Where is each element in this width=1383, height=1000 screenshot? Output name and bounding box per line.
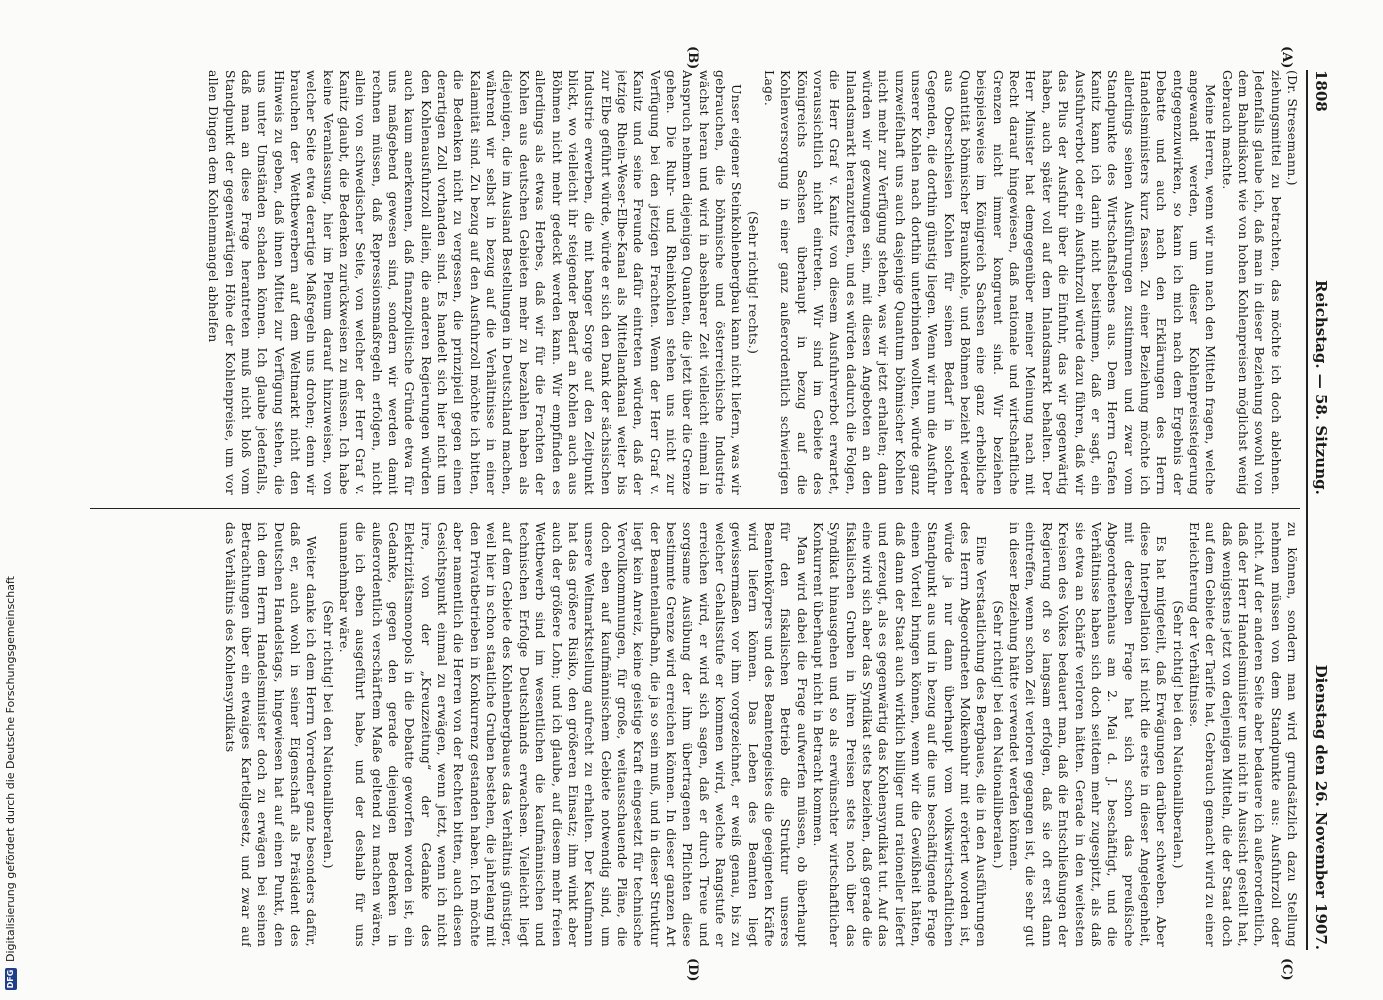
margin-marker-d: (D) bbox=[685, 958, 700, 982]
interjection: (Sehr richtig! bei den Nationalliberalen.) bbox=[1170, 600, 1186, 869]
paragraph: zu können, sondern man wird grundsätzlich dazu Stellung nehmen müssen von dem Standpunkte aus: Ausfuhrzoll oder nicht. Auf der anderen Seite aber bedauere ich außerordentlich, daß der Herr Handelsminister uns nicht in Aussicht gestellt hat, daß wenigstens jetzt von denjenigen Mitteln, die der Staat doch auf dem Gebiete der Tarife hat, Gebrauch gemacht wird zu einer Erleichterung der Verhältnisse. bbox=[1186, 522, 1300, 947]
page-number: 1808 bbox=[1312, 70, 1330, 112]
interjection: (Sehr richtig! bei den Nationalliberalen.) bbox=[320, 600, 336, 869]
right-text-column bbox=[90, 522, 1300, 947]
paragraph: ziehungsmittel zu betrachten, das möchte ich doch ablehnen. Jedenfalls glaube ich, daß man in dieser Beziehung sowohl von dem Bahndiskont wie von hohen Kohlenpreisen möglichst wenig Gebrauch machte. bbox=[1219, 70, 1284, 495]
interjection: (Sehr richtig! bei den Nationalliberalen.) bbox=[990, 600, 1006, 869]
paragraph: Weiter danke ich dem Herrn Vorredner ganz besonders dafür, daß er, auch wohl in seiner Eigenschaft als Präsident des Deutschen Handelstags, hingewiesen hat auf einen Punkt, den ich dem Herrn Handelsminister doch zu erwägen bei seinen Betrachtungen über ein etwaiges Kartellgesetz, und zwar auf das Verhältnis des Kohlensyndikats bbox=[222, 522, 320, 947]
rotated-page-content bbox=[85, 46, 1330, 982]
paragraph: Unser eigener Steinkohlenbergbau kann nicht liefern, was wir gebrauchen, die böhmische und österreichische Industrie wächst heran und wird in absehbarer Zeit vielleicht einmal in Anspruch nehmen diejenigen Quanten, die jetzt über die Grenze gehen. Die Ruhr- und Rheinkohlen stehen uns nicht zur Verfügung bei den jetzigen Frachten. Wenn der Herr Graf v. Kanitz und seine Freunde dafür eintreten würden, daß der jetzige Rhein-Weser-Elbe-Kanal als Mittellandkanal weiter bis zur Elbe geführt würde, würde er sich den Dank der sächsischen Industrie erwerben, die mit banger Sorge auf den Zeitpunkt blickt, wo vielleicht ihr steigender Bedarf an Kohlen auch aus Böhmen nicht mehr gedeckt werden kann. Wir empfinden es allerdings als etwas Herbes, daß wir für die Frachten der Kohlen aus deutschen Gebieten mehr zu bezahlen haben als diejenigen, die im Ausland Bestellungen in Deutschland machen, während wir selbst in bezug auf die Verhältnisse in einer Kalamität sind. Zu bezug auf den Ausfuhrzoll möchte ich bitten, die Bedenken nicht zu vergessen, die prinzipiell gegen einen derartigen Zoll vorhanden sind. Es handelt sich hier nicht um den Kohlenausfuhrzoll allein, die anderen Regierungen würden auch kaum anerkennen, daß finanzpolitische Gründe etwa für uns maßgebend gewesen sind, sondern wir werden damit rechnen müssen, daß Repressionsmaßregeln erfolgen, nicht allein von schwedischer Seite, von welcher der Herr Graf v. Kanitz glaubt, die Bedenken zurückweisen zu müssen. Ich habe keine Veranlassung, hier im Plenum darauf hinzuweisen, von welcher Seite etwa derartige Maßregeln uns drohen; denn wir brauchen der Wettbewerbern auf dem Weltmarkt nicht den Hinweis zu geben, daß ihnen Mittel zur Verfügung stehen, die uns unter Umständen schaden können. Ich glaube jedenfalls, daß man an diese Frage herantreten muß nicht bloß vom Standpunkt der gegenwärtigen Höhe der Kohlenpreise, um vor allen Dingen dem Kohlenmangel abhelfen bbox=[206, 70, 745, 495]
paragraph: Es hat mitgeteilt, daß Erwägungen darüber schweben. Aber diese Interpellation ist nicht die erste in dieser Angelegenheit, mit derselben Frage hat sich schon das preußische Abgeordnetenhaus am 2. Mai d. J. beschäftigt, und die Verhältnisse haben sich doch seitdem mehr zugespitzt, als daß sie etwa an Schärfe verloren hätten. Gerade in den weitesten Kreisen des Volkes bedauert man, daß die Entschließungen der Regierung oft so langsam erfolgen, daß sie oft erst dann eintreffen, wenn schon Zeit verloren gegangen ist, die sehr gut in dieser Beziehung hätte verwendet werden können. bbox=[1007, 522, 1170, 947]
margin-marker-a: (A) bbox=[1279, 46, 1294, 69]
footer-strip bbox=[2, 0, 20, 1000]
margin-marker-b: (B) bbox=[685, 46, 700, 70]
header-rule bbox=[1306, 70, 1308, 950]
column-divider bbox=[90, 508, 1300, 509]
session-title: Reichstag. — 58. Sitzung. bbox=[1312, 280, 1330, 495]
paragraph: Meine Herren, wenn wir nun nach den Mitteln fragen, welche angewandt werden, um dieser Kohlenpreissteigerung entgegenzuwirken, so kann ich mich nach dem Ergebnis der Debatte und auch nach den Erklärungen des Herrn Handelsministers kurz fassen. Zu einer Beziehung möchte ich allerdings seinen Ausführungen zustimmen und zwar vom Standpunkte des Wirtschaftslebens aus. Dem Herrn Grafen Kanitz kann ich darin nicht beistimmen, daß er sagt, ein Ausfuhrverbot oder ein Ausfuhrzoll würde dazu führen, daß wir das Plus der Ausfuhr über die Einfuhr, das wir gegenwärtig haben, auch später voll auf dem Inlandsmarkt behalten. Der Herr Minister hat demgegenüber meiner Meinung nach mit Recht darauf hingewiesen, daß nationale und wirtschaftliche Grenzen nicht immer kongruent sind. Wir beziehen beispielsweise im Königreich Sachsen eine ganz erhebliche Quantität böhmischer Braunkohle, und Böhmen bezieht wieder aus Oberschlesien Kohlen für seinen Bedarf in solchen Gegenden, die dorthin günstig liegen. Wenn wir nun die Ausfuhr unserer Kohlen nach dorthin unterbinden wollten, würde ganz unzweifelhaft uns auch dasjenige Quantum böhmischer Kohlen nicht mehr zur Verfügung stehen, was wir jetzt erhalten; dann würden wir gezwungen sein, mit diesen Angeboten an den Inlandsmarkt heranzutreten, und es würden dadurch die Folgen, die Herr Graf v. Kanitz von diesem Ausfuhrverbot erwartet, voraussichtlich nicht eintreten. Wir sind im Gebiete des Königreichs Sachsen überhaupt in bezug auf die Kohlenversorgung in einer ganz außerordentlich schwierigen Lage. bbox=[762, 70, 1219, 495]
session-date: Dienstag den 26. November 1907. bbox=[1312, 664, 1330, 950]
footer bbox=[2, 0, 20, 1000]
paragraph: Man wird dabei die Frage aufwerfen müssen, ob überhaupt für den fiskalischen Betrieb die Struktur unseres Beamtenkörpers und des Beamtengeistes die geeigneten Kräfte wird liefern können. Das Leben des Beamten liegt gewissermaßen vor ihm vorgezeichnet, er weiß genau, bis zu welcher Gehaltsstufe er kommen wird, welche Rangstufe er erreichen wird, er wird sich sagen, daß er durch Treue und sorgsame Ausübung der ihm übertragenen Pflichten diese bestimmte Grenze wird erreichen können. In dieser ganzen Art der Beamtenlaufbahn, die ja so sein muß, und in dieser Struktur liegt kein Anreiz, keine geistige Kraft eingesetzt für technische Vervollkommnungen, für große, weitausschauende Pläne, die doch eben auf kaufmännischem Gebiete notwendig sind, um unsere Weltmarktstellung aufrecht zu erhalten. Der Kaufmann hat das größere Risiko, den größeren Einsatz; ihm winkt aber auch der größere Lohn; und ich glaube, auf diesem mehr freien Wettbewerb sind im wesentlichen die kaufmännischen und technischen Erfolge Deutschlands erwachsen. Vielleicht liegt auf dem Gebiete des Kohlenbergbaues das Verhältnis günstiger, weil hier in schon staatliche Gruben bestehen, die jahrelang mit den Privatbetrieben in Konkurrenz gestanden haben. Ich möchte aber namentlich die Herren von der Rechten bitten, auch diesen Gesichtspunkt einmal zu erwägen, wenn jetzt, wenn ich nicht irre, von der „Kreuzzeitung“ der Gedanke des Elektrizitätsmonopols in die Debatte geworfen worden ist, ein Gedanke, gegen den gerade diejenigen Bedenken in außerordentlich verschärftem Maße geltend zu machen wären, die ich eben ausgeführt habe, und der deshalb für uns unannehmbar wäre. bbox=[337, 522, 810, 947]
interjection: (Sehr richtig! rechts.) bbox=[745, 210, 761, 355]
paragraph: (Dr. Stresemann.) bbox=[1285, 70, 1300, 186]
paragraph: Eine Verstaatlichung des Bergbaues, die in den Ausführungen des Herrn Abgeordneten Molkenbuhr mit erörtert worden ist, würde ja nur dann überhaupt vom volkswirtschaftlichen Standpunkt aus und in bezug auf die uns beschäftigende Frage einen Vorteil bringen können, wenn wir die Gewißheit hätten, daß dann der Staat auch wirklich billiger und rationeller liefert und erzeugt, als es gegenwärtig das Kohlensyndikat tut. Auf das eine wird sich aber das Syndikat stets beziehen, daß gerade die fiskalischen Gruben in ihren Preisen stets noch über das Syndikat hinausgehen und so als erwünschter wirtschaftlicher Konkurrent überhaupt nicht in Betracht kommen. bbox=[811, 522, 990, 947]
left-text-column bbox=[90, 70, 1300, 495]
dfg-logo: DFG bbox=[5, 969, 15, 989]
margin-marker-c: (C) bbox=[1279, 958, 1294, 981]
page-header bbox=[1308, 70, 1330, 950]
digitization-credit: Digitalisierung gefördert durch die Deutsche Forschungsgemeinschaft bbox=[4, 576, 17, 962]
